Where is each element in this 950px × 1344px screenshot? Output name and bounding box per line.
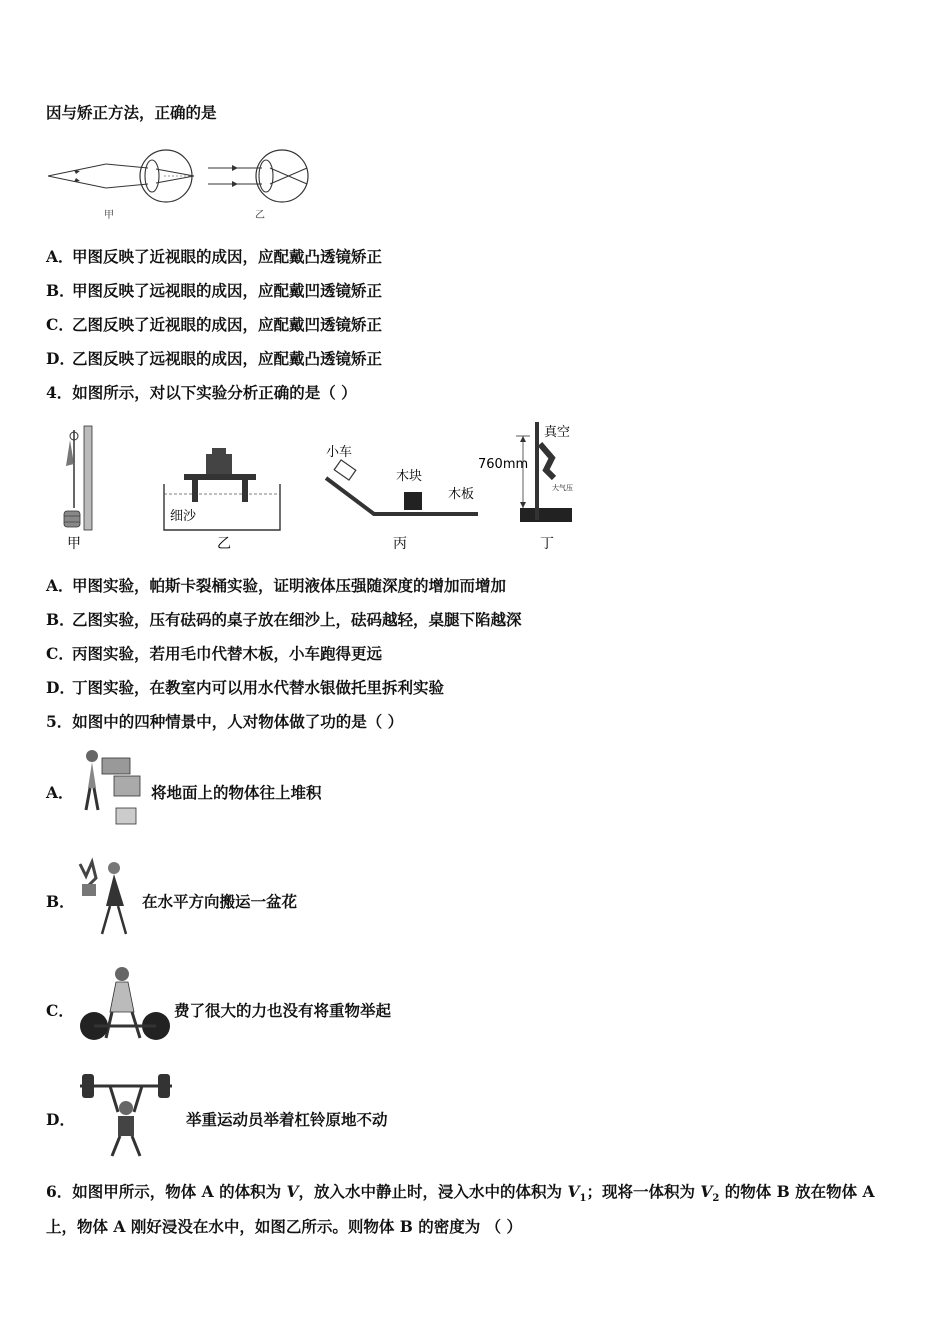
q4-caption-bing: 丙 <box>393 536 407 552</box>
q3-option-c-label: C． <box>46 315 74 334</box>
q4-fig-block-label: 木块 <box>396 469 423 484</box>
q4-option-a-label: A． <box>46 576 74 595</box>
q4-option-a-text: 甲图实验，帕斯卡裂桶实验，证明液体压强随深度的增加而增加 <box>72 576 507 595</box>
fig-torricelli <box>478 422 573 552</box>
q6-var-v: V <box>286 1182 299 1201</box>
q3-option-b-label: B． <box>46 281 75 300</box>
q6-var-v1: V <box>567 1182 580 1201</box>
q4-option-c-label: C． <box>46 644 74 663</box>
q6-stem-part4: 的物体 B 放在物体 A <box>719 1182 875 1201</box>
fig-label-jia: 甲 <box>104 210 114 221</box>
q4-option-b-text: 乙图实验，压有砝码的桌子放在细沙上，砝码越轻，桌腿下陷越深 <box>72 610 522 629</box>
q3-option-c-text: 乙图反映了近视眼的成因，应配戴凹透镜矫正 <box>72 315 383 334</box>
fig-label-yi: 乙 <box>255 210 265 221</box>
q5-option-a-text: 将地面上的物体往上堆积 <box>151 783 322 802</box>
q6-stem-line1 <box>46 1180 875 1204</box>
q3-option-a-text: 甲图反映了近视眼的成因，应配戴凸透镜矫正 <box>72 247 383 266</box>
q4-option-d-label: D． <box>46 678 75 697</box>
q3-option-d-text: 乙图反映了远视眼的成因，应配戴凸透镜矫正 <box>72 349 383 368</box>
q5-figure-d-weightlifter <box>74 1072 178 1160</box>
q3-stem-tail: 因与矫正方法，正确的是 <box>46 103 217 122</box>
q5-option-c-text: 费了很大的力也没有将重物举起 <box>174 1001 392 1020</box>
q5-figure-a-stacking-boxes <box>76 748 148 830</box>
q6-stem-line2: 上，物体 A 刚好浸没在水中，如图乙所示。则物体 B 的密度为 （ ） <box>46 1217 523 1236</box>
q5-option-a-label: A． <box>46 783 74 802</box>
q4-fig-sand-label: 细沙 <box>170 509 197 524</box>
eye-diagrams <box>44 140 314 226</box>
q5-figure-c-lifting-weight <box>76 962 172 1048</box>
q4-option-d-text: 丁图实验，在教室内可以用水代替水银做托里拆利实验 <box>72 678 445 697</box>
q4-fig-cart-label: 小车 <box>326 445 353 460</box>
q4-fig-board-label: 木板 <box>448 487 475 502</box>
q6-var-v2: V <box>700 1182 713 1201</box>
q6-stem-part3: ；现将一体积为 <box>586 1182 701 1201</box>
q4-caption-jia: 甲 <box>67 536 81 552</box>
q4-option-b-label: B． <box>46 610 75 629</box>
q3-option-a-label: A． <box>46 247 74 266</box>
q6-stem-part2: ，放入水中静止时，浸入水中的体积为 <box>298 1182 568 1201</box>
q5-option-c-label: C． <box>46 1001 74 1020</box>
q4-stem: 4．如图所示，对以下实验分析正确的是（ ） <box>46 383 357 402</box>
fig-incline-cart <box>326 445 478 552</box>
q4-caption-yi: 乙 <box>217 536 231 552</box>
fig-table-on-sand <box>164 448 280 552</box>
q3-option-b-text: 甲图反映了远视眼的成因，应配戴凹透镜矫正 <box>72 281 383 300</box>
q6-var-v1-sub: 1 <box>579 1193 587 1205</box>
fig-pascal-barrel <box>64 426 92 552</box>
q4-caption-ding: 丁 <box>540 536 554 552</box>
eye-diagram-yi <box>208 150 308 221</box>
q4-fig-atm-label: 大气压 <box>552 484 573 492</box>
q6-stem-part1: 6．如图甲所示，物体 A 的体积为 <box>46 1182 287 1201</box>
q5-option-b-label: B． <box>46 892 75 911</box>
q4-fig-height-label: 760mm <box>478 457 529 472</box>
q6-var-v2-sub: 2 <box>712 1193 720 1205</box>
q4-experiment-figures <box>44 418 589 558</box>
q5-option-d-label: D． <box>46 1110 75 1129</box>
q5-option-b-text: 在水平方向搬运一盆花 <box>142 892 298 911</box>
q5-option-d-text: 举重运动员举着杠铃原地不动 <box>186 1110 388 1129</box>
q4-fig-vacuum-label: 真空 <box>544 425 571 440</box>
q4-option-c-text: 丙图实验，若用毛巾代替木板，小车跑得更远 <box>72 644 383 663</box>
eye-diagram-jia <box>48 150 194 221</box>
q3-option-d-label: D． <box>46 349 75 368</box>
q5-figure-b-carrying-flowers <box>74 856 136 942</box>
q5-stem: 5．如图中的四种情景中，人对物体做了功的是（ ） <box>46 712 404 731</box>
